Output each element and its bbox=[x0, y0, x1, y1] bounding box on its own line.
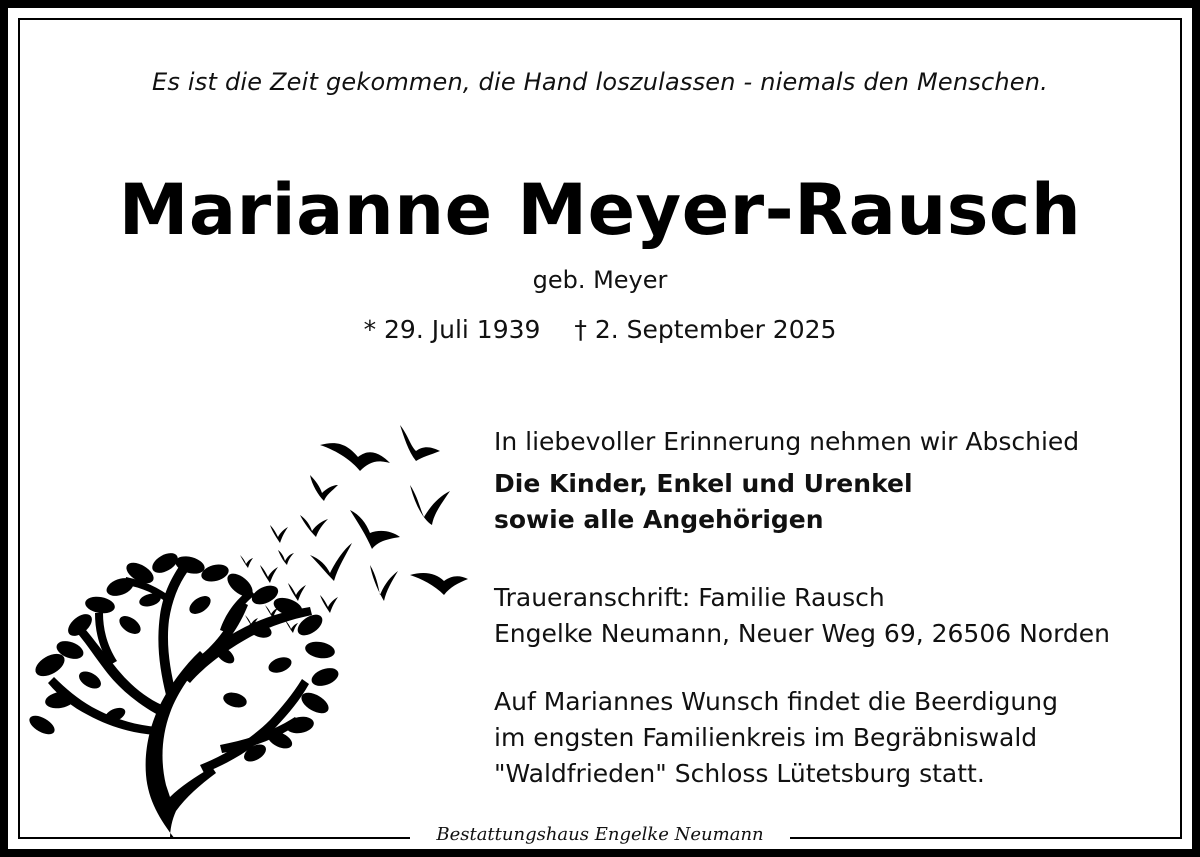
maiden-name: geb. Meyer bbox=[532, 266, 668, 294]
funeral-note-line: "Waldfrieden" Schloss Lütetsburg statt. bbox=[494, 759, 985, 788]
quote: Es ist die Zeit gekommen, die Hand loszulassen - niemals den Menschen. bbox=[152, 68, 1048, 96]
birth-date: * 29. Juli 1939 bbox=[363, 315, 541, 344]
address-line: Traueranschrift: Familie Rausch bbox=[494, 583, 885, 612]
funeral-home-credit: Bestattungshaus Engelke Neumann bbox=[410, 824, 790, 845]
tree-with-birds-illustration bbox=[20, 415, 490, 839]
farewell-line: In liebevoller Erinnerung nehmen wir Abschied bbox=[494, 427, 1080, 456]
life-dates bbox=[0, 315, 1200, 344]
mourners-line: sowie alle Angehörigen bbox=[494, 505, 824, 534]
mourners-line: Die Kinder, Enkel und Urenkel bbox=[494, 469, 913, 498]
mourning-address bbox=[494, 580, 1110, 652]
address-line: Engelke Neumann, Neuer Weg 69, 26506 Norden bbox=[494, 619, 1111, 648]
death-date: † 2. September 2025 bbox=[574, 315, 837, 344]
footer-rule-right bbox=[790, 837, 1090, 839]
funeral-note bbox=[494, 684, 1058, 792]
funeral-note-line: Auf Mariannes Wunsch findet die Beerdigung bbox=[494, 687, 1058, 716]
mourners bbox=[494, 466, 913, 538]
footer-rule-left bbox=[120, 837, 410, 839]
deceased-name: Marianne Meyer-Rausch bbox=[118, 169, 1082, 251]
funeral-note-line: im engsten Familienkreis im Begräbniswald bbox=[494, 723, 1038, 752]
